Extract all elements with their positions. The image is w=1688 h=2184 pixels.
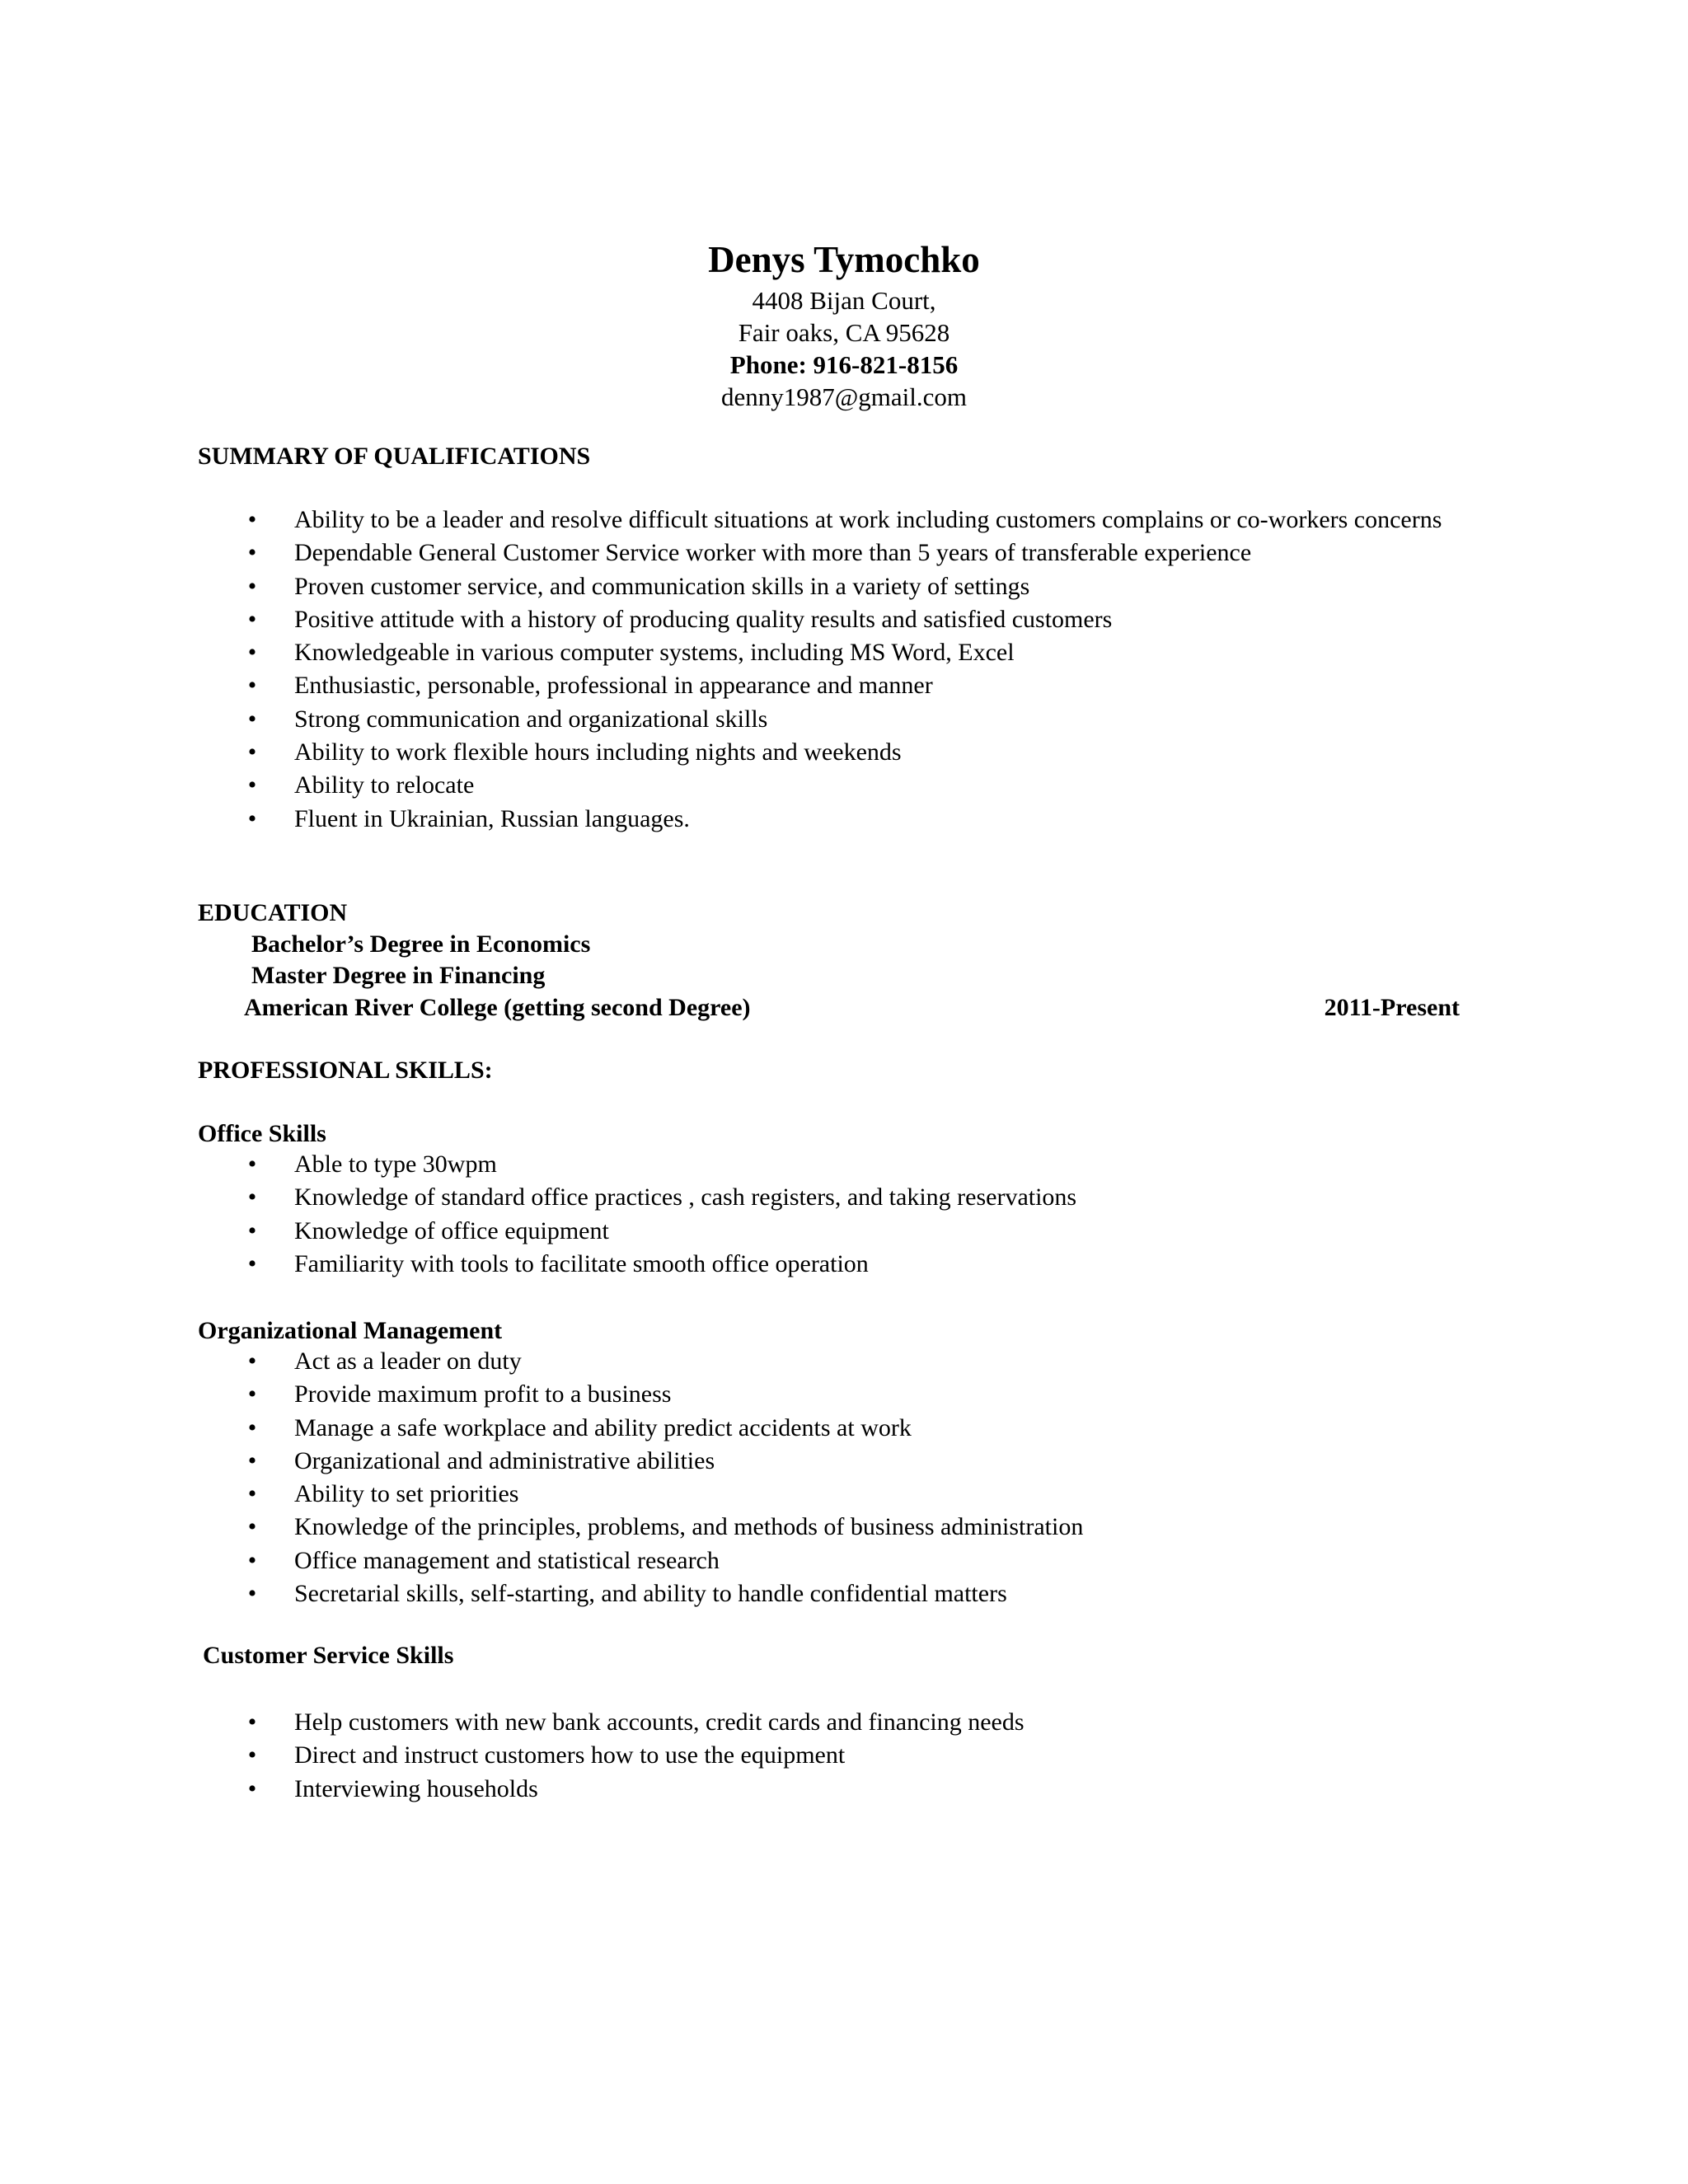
list-item: • Enthusiastic, personable, professional in appearance and manner bbox=[0, 669, 1688, 702]
summary-list bbox=[0, 504, 1688, 836]
bullet-icon: • bbox=[247, 1151, 257, 1178]
bullet-icon: • bbox=[247, 1513, 257, 1541]
list-item: • Knowledge of standard office practices , cash registers, and taking reservations bbox=[0, 1181, 1688, 1214]
bullet-icon: • bbox=[247, 1380, 257, 1408]
bullet-icon: • bbox=[247, 1741, 257, 1769]
organizational-management-heading: Organizational Management bbox=[198, 1317, 503, 1344]
bullet-icon: • bbox=[247, 572, 257, 600]
list-item: • Knowledge of office equipment bbox=[0, 1215, 1688, 1248]
bullet-icon: • bbox=[247, 1580, 257, 1608]
list-item: • Strong communication and organizational skills bbox=[0, 703, 1688, 736]
college-dates: 2011-Present bbox=[1324, 994, 1460, 1021]
office-skills-list bbox=[0, 1148, 1688, 1281]
address-line-2: Fair oaks, CA 95628 bbox=[738, 318, 950, 347]
list-item: • Knowledge of the principles, problems, and methods of business administration bbox=[0, 1511, 1688, 1544]
list-item: • Interviewing households bbox=[0, 1773, 1688, 1806]
bullet-icon: • bbox=[247, 1413, 257, 1441]
bullet-icon: • bbox=[247, 1347, 257, 1375]
bullet-icon: • bbox=[247, 1480, 257, 1508]
list-item: • Positive attitude with a history of producing quality results and satisfied customers bbox=[0, 603, 1688, 636]
bullet-icon: • bbox=[247, 605, 257, 633]
resume-header bbox=[0, 235, 1688, 413]
education-heading: EDUCATION bbox=[198, 899, 348, 926]
customer-service-skills-list bbox=[0, 1706, 1688, 1806]
bullet-icon: • bbox=[247, 705, 257, 733]
list-item: • Knowledgeable in various computer systems, including MS Word, Excel bbox=[0, 636, 1688, 669]
list-item: • Office management and statistical research bbox=[0, 1544, 1688, 1577]
bullet-icon: • bbox=[247, 1216, 257, 1244]
address-line-1: 4408 Bijan Court, bbox=[752, 286, 936, 315]
office-skills-heading: Office Skills bbox=[198, 1120, 326, 1147]
summary-heading: SUMMARY OF QUALIFICATIONS bbox=[198, 443, 591, 470]
list-item: • Help customers with new bank accounts, credit cards and financing needs bbox=[0, 1706, 1688, 1739]
email-address: denny1987@gmail.com bbox=[720, 382, 968, 411]
list-item: • Familiarity with tools to facilitate smooth office operation bbox=[0, 1248, 1688, 1281]
list-item: • Ability to relocate bbox=[0, 769, 1688, 802]
bullet-icon: • bbox=[247, 672, 257, 700]
degree-master: Master Degree in Financing bbox=[251, 962, 546, 989]
list-item: • Manage a safe workplace and ability predict accidents at work bbox=[0, 1412, 1688, 1445]
list-item: • Ability to be a leader and resolve difficult situations at work including customers complains or co-workers concerns bbox=[0, 504, 1688, 537]
bullet-icon: • bbox=[247, 771, 257, 799]
list-item: • Dependable General Customer Service worker with more than 5 years of transferable experience bbox=[0, 537, 1688, 569]
bullet-icon: • bbox=[247, 639, 257, 667]
bullet-icon: • bbox=[247, 1546, 257, 1574]
list-item: • Act as a leader on duty bbox=[0, 1345, 1688, 1378]
college-name: American River College (getting second Degree) bbox=[244, 994, 751, 1021]
bullet-icon: • bbox=[247, 738, 257, 766]
list-item: • Proven customer service, and communication skills in a variety of settings bbox=[0, 570, 1688, 603]
list-item: • Organizational and administrative abilities bbox=[0, 1445, 1688, 1478]
bullet-icon: • bbox=[247, 1708, 257, 1736]
bullet-icon: • bbox=[247, 1183, 257, 1212]
candidate-name: Denys Tymochko bbox=[708, 239, 980, 280]
list-item: • Provide maximum profit to a business bbox=[0, 1378, 1688, 1411]
bullet-icon: • bbox=[247, 1446, 257, 1474]
bullet-icon: • bbox=[247, 804, 257, 832]
bullet-icon: • bbox=[247, 539, 257, 567]
bullet-icon: • bbox=[247, 1774, 257, 1802]
bullet-icon: • bbox=[247, 506, 257, 533]
list-item: • Ability to work flexible hours including nights and weekends bbox=[0, 736, 1688, 769]
organizational-management-list bbox=[0, 1345, 1688, 1610]
list-item: • Fluent in Ukrainian, Russian languages. bbox=[0, 803, 1688, 836]
bullet-icon: • bbox=[247, 1249, 257, 1277]
customer-service-skills-heading: Customer Service Skills bbox=[203, 1642, 454, 1669]
list-item: • Able to type 30wpm bbox=[0, 1148, 1688, 1181]
list-item: • Ability to set priorities bbox=[0, 1478, 1688, 1511]
phone-number: Phone: 916-821-8156 bbox=[729, 350, 959, 379]
list-item: • Direct and instruct customers how to use the equipment bbox=[0, 1739, 1688, 1772]
list-item: • Secretarial skills, self-starting, and ability to handle confidential matters bbox=[0, 1577, 1688, 1610]
professional-skills-heading: PROFESSIONAL SKILLS: bbox=[198, 1057, 493, 1084]
degree-bachelor: Bachelor’s Degree in Economics bbox=[251, 930, 591, 958]
